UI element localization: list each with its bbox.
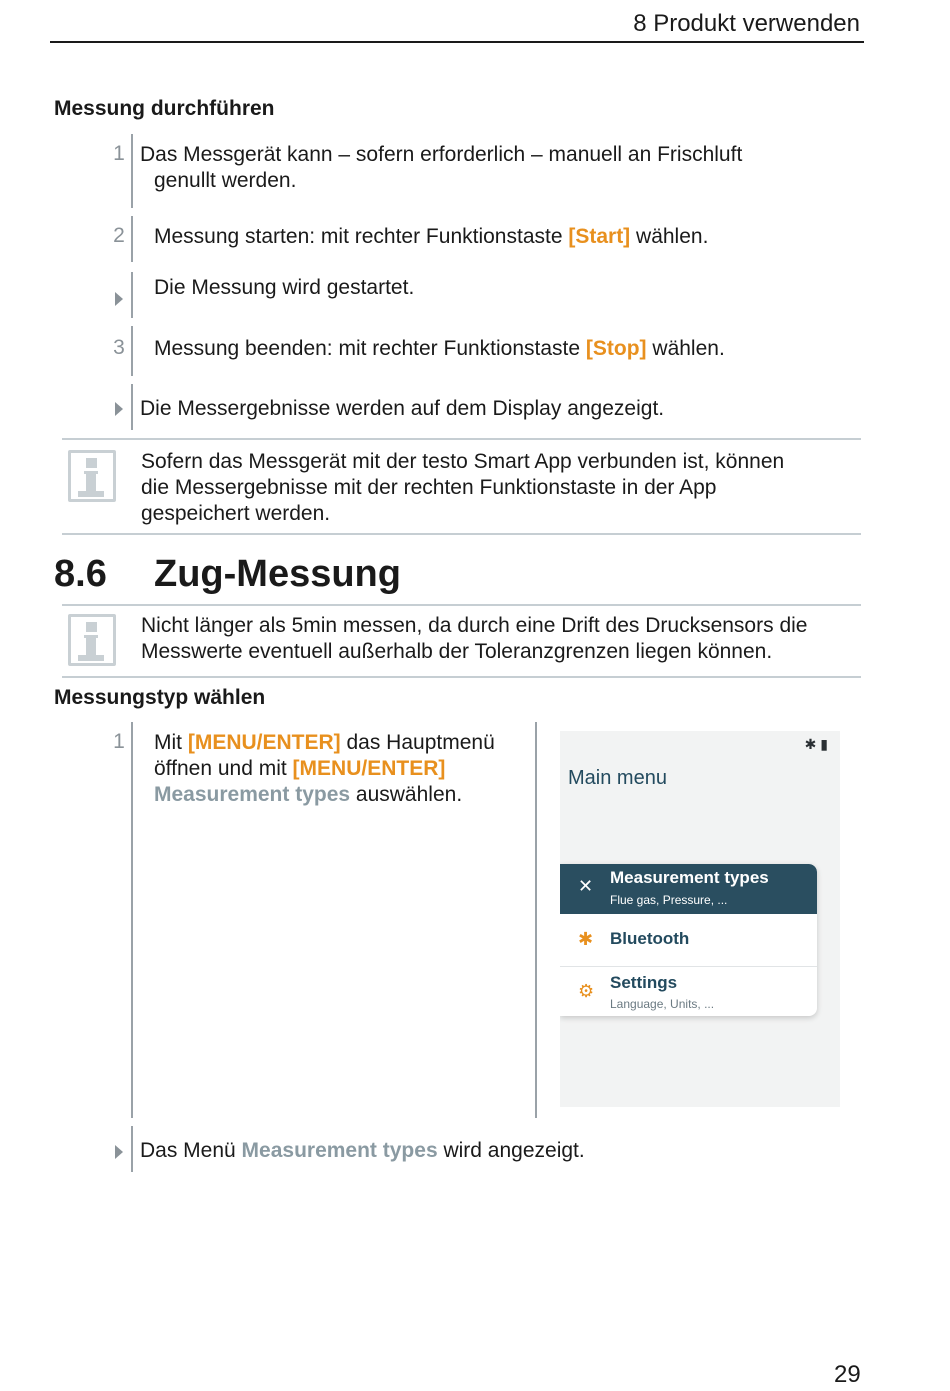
menu-item-label: Bluetooth <box>610 929 690 948</box>
result-text-part: Das Menü <box>140 1139 242 1162</box>
menu-item-subtitle: Language, Units, ... <box>610 997 715 1011</box>
section-title: Zug-Messung <box>154 553 401 595</box>
info-text: Nicht länger als 5min messen, da durch eine Drift des Drucksensors die <box>141 614 808 637</box>
function-key-start: [Start] <box>568 225 631 248</box>
main-menu-list <box>560 864 817 1016</box>
device-screenshot <box>560 731 840 1107</box>
step-text-part: öffnen und mit <box>154 757 293 780</box>
column-divider <box>535 722 537 1118</box>
step-number: 1 <box>113 142 125 165</box>
step-text-part: wählen. <box>630 225 709 248</box>
function-key-menu-enter: [MENU/ENTER] <box>292 757 446 780</box>
step-text <box>154 756 445 782</box>
step-bar <box>131 216 133 262</box>
device-screen-title: Main menu <box>568 767 667 789</box>
info-icon <box>68 450 116 502</box>
step-number: 2 <box>113 224 125 247</box>
step-text <box>154 730 495 756</box>
page-number: 29 <box>834 1361 861 1388</box>
result-text: Die Messung wird gestartet. <box>154 276 415 299</box>
step-text <box>154 224 708 250</box>
step-text-part: auswählen. <box>350 783 463 806</box>
menu-item-subtitle: Flue gas, Pressure, ... <box>610 893 728 907</box>
info-icon <box>68 614 116 666</box>
step-text <box>154 336 725 362</box>
header-rule <box>50 41 864 43</box>
step-text-part: Mit <box>154 731 188 754</box>
step-number: 3 <box>113 336 125 359</box>
function-key-stop: [Stop] <box>585 337 647 360</box>
menu-item-bluetooth[interactable] <box>560 914 817 966</box>
step-bar <box>131 722 133 1118</box>
info-text: Messwerte eventuell außerhalb der Toleranzgrenzen liegen können. <box>141 640 773 663</box>
step-bar <box>131 326 133 376</box>
result-text: Die Messergebnisse werden auf dem Display angezeigt. <box>140 397 665 420</box>
menu-item-settings[interactable] <box>560 967 817 1016</box>
info-rule-bottom <box>62 533 861 535</box>
result-text-part: wird angezeigt. <box>437 1139 585 1162</box>
menu-item-label: Settings <box>610 973 678 992</box>
info-rule-bottom <box>62 676 861 678</box>
menu-reference: Measurement types <box>241 1139 438 1162</box>
info-rule-top <box>62 438 861 440</box>
info-rule-top <box>62 604 861 606</box>
step-text: genullt werden. <box>154 169 297 192</box>
menu-reference: Measurement types <box>154 783 351 806</box>
step-text: Das Messgerät kann – sofern erforderlich – manuell an Frischluft <box>140 143 743 166</box>
result-arrow-icon <box>115 292 123 306</box>
menu-item-measurement-types[interactable] <box>560 864 817 914</box>
step-text-part: Messung starten: mit rechter Funktionstaste <box>154 225 569 248</box>
result-arrow-icon <box>115 1145 123 1159</box>
result-bar <box>131 1126 133 1172</box>
info-text: die Messergebnisse mit der rechten Funktionstaste in der App <box>141 476 717 499</box>
section-number: 8.6 <box>54 553 107 595</box>
section-heading-measure: Messung durchführen <box>54 97 275 120</box>
step-text-part: das Hauptmenü <box>340 731 495 754</box>
result-bar <box>131 384 133 430</box>
bluetooth-icon: ✱ <box>578 929 594 949</box>
info-text: gespeichert werden. <box>141 502 331 525</box>
step-text-part: wählen. <box>646 337 725 360</box>
step-number: 1 <box>113 730 125 753</box>
running-header: 8 Produkt verwenden <box>633 10 860 37</box>
tools-icon: ✕ <box>578 876 594 896</box>
result-text <box>140 1138 585 1164</box>
info-text: Sofern das Messgerät mit der testo Smart App verbunden ist, können <box>141 450 785 473</box>
result-arrow-icon <box>115 402 123 416</box>
gear-icon: ⚙ <box>578 981 595 1001</box>
menu-item-label: Measurement types <box>610 868 769 887</box>
function-key-menu-enter: [MENU/ENTER] <box>187 731 341 754</box>
step-text <box>154 782 462 808</box>
result-bar <box>131 272 133 318</box>
step-text-part: Messung beenden: mit rechter Funktionstaste <box>154 337 586 360</box>
step-bar <box>131 134 133 208</box>
subheading-measurement-type: Messungstyp wählen <box>54 686 266 709</box>
status-icons: ✱ ▮ <box>804 736 828 752</box>
